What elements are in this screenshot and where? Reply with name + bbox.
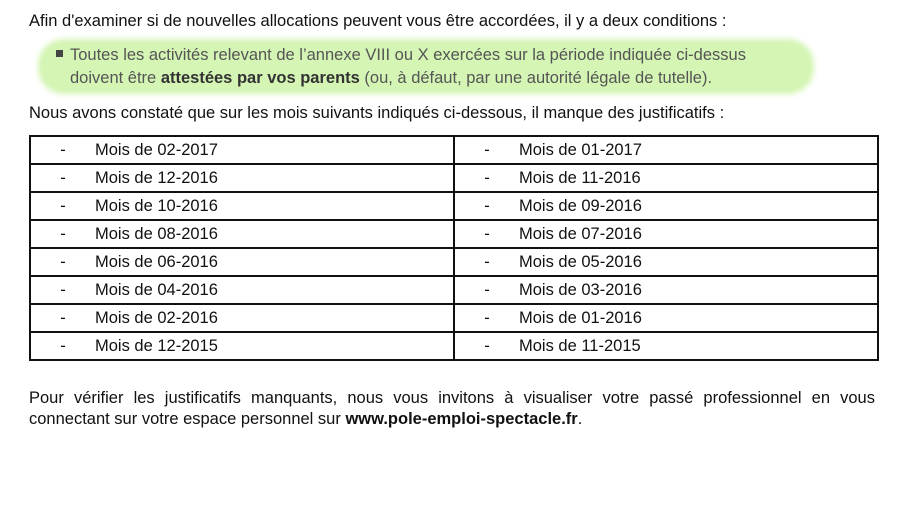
square-bullet-icon [56, 50, 63, 57]
footer-paragraph [29, 388, 875, 430]
website-link[interactable]: www.pole-emploi-spectacle.fr [345, 410, 578, 428]
dash-marker: - [484, 336, 490, 355]
table-cell [30, 220, 454, 248]
month-label: Mois de 02-2017 [95, 140, 218, 159]
dash-marker: - [484, 140, 490, 159]
dash-marker: - [60, 336, 66, 355]
missing-documents-notice: Nous avons constaté que sur les mois suivants indiqués ci-dessous, il manque des justificatifs : [29, 104, 725, 122]
table-cell [454, 332, 878, 360]
table-cell [454, 136, 878, 164]
month-label: Mois de 12-2016 [95, 168, 218, 187]
dash-marker: - [484, 168, 490, 187]
dash-marker: - [60, 168, 66, 187]
month-label: Mois de 03-2016 [519, 280, 642, 299]
table-cell [454, 192, 878, 220]
month-label: Mois de 08-2016 [95, 224, 218, 243]
bullet-text-1: Toutes les activités relevant de l’annexe VIII ou X exercées sur la période indiquée ci-dessus [70, 46, 746, 64]
table-cell [30, 276, 454, 304]
month-label: Mois de 09-2016 [519, 196, 642, 215]
dash-marker: - [60, 252, 66, 271]
month-label: Mois de 10-2016 [95, 196, 218, 215]
bullet-line-1 [56, 44, 746, 67]
table-row [30, 164, 878, 192]
dash-marker: - [60, 308, 66, 327]
footer-text: Pour vérifier les justificatifs manquants, nous vous invitons à visualiser votre passé professionnel en vous connectant sur votre espace personnel sur [29, 389, 875, 428]
table-cell [454, 304, 878, 332]
table-row [30, 220, 878, 248]
table-row [30, 136, 878, 164]
month-label: Mois de 06-2016 [95, 252, 218, 271]
table-cell [30, 304, 454, 332]
month-label: Mois de 05-2016 [519, 252, 642, 271]
bullet-text-2-prefix: doivent être [70, 69, 161, 87]
dash-marker: - [484, 224, 490, 243]
table-cell [454, 276, 878, 304]
bullet-text-2-bold: attestées par vos parents [160, 69, 360, 87]
table-cell [30, 164, 454, 192]
month-label: Mois de 01-2016 [519, 308, 642, 327]
month-label: Mois de 11-2016 [519, 168, 641, 187]
dash-marker: - [60, 196, 66, 215]
table-row [30, 304, 878, 332]
table-row [30, 332, 878, 360]
table-row [30, 276, 878, 304]
table-cell [30, 332, 454, 360]
table-row [30, 192, 878, 220]
bullet-text-2-suffix: (ou, à défaut, par une autorité légale de tutelle). [359, 69, 713, 87]
table-cell [454, 248, 878, 276]
dash-marker: - [484, 308, 490, 327]
dash-marker: - [484, 280, 490, 299]
month-label: Mois de 07-2016 [519, 224, 642, 243]
table-cell [454, 220, 878, 248]
table-cell [30, 248, 454, 276]
table-cell [30, 192, 454, 220]
condition-bullet [56, 44, 746, 90]
footer-end: . [577, 410, 583, 428]
dash-marker: - [484, 196, 490, 215]
dash-marker: - [60, 280, 66, 299]
dash-marker: - [484, 252, 490, 271]
table-cell [30, 136, 454, 164]
table-row [30, 248, 878, 276]
table-cell [454, 164, 878, 192]
bullet-line-2 [56, 67, 746, 90]
month-label: Mois de 04-2016 [95, 280, 218, 299]
month-label: Mois de 01-2017 [519, 140, 642, 159]
dash-marker: - [60, 224, 66, 243]
month-label: Mois de 12-2015 [95, 336, 218, 355]
missing-months-table [29, 135, 879, 361]
month-label: Mois de 02-2016 [95, 308, 218, 327]
dash-marker: - [60, 140, 66, 159]
intro-text: Afin d'examiner si de nouvelles allocations peuvent vous être accordées, il y a deux conditions : [29, 12, 727, 30]
month-label: Mois de 11-2015 [519, 336, 641, 355]
